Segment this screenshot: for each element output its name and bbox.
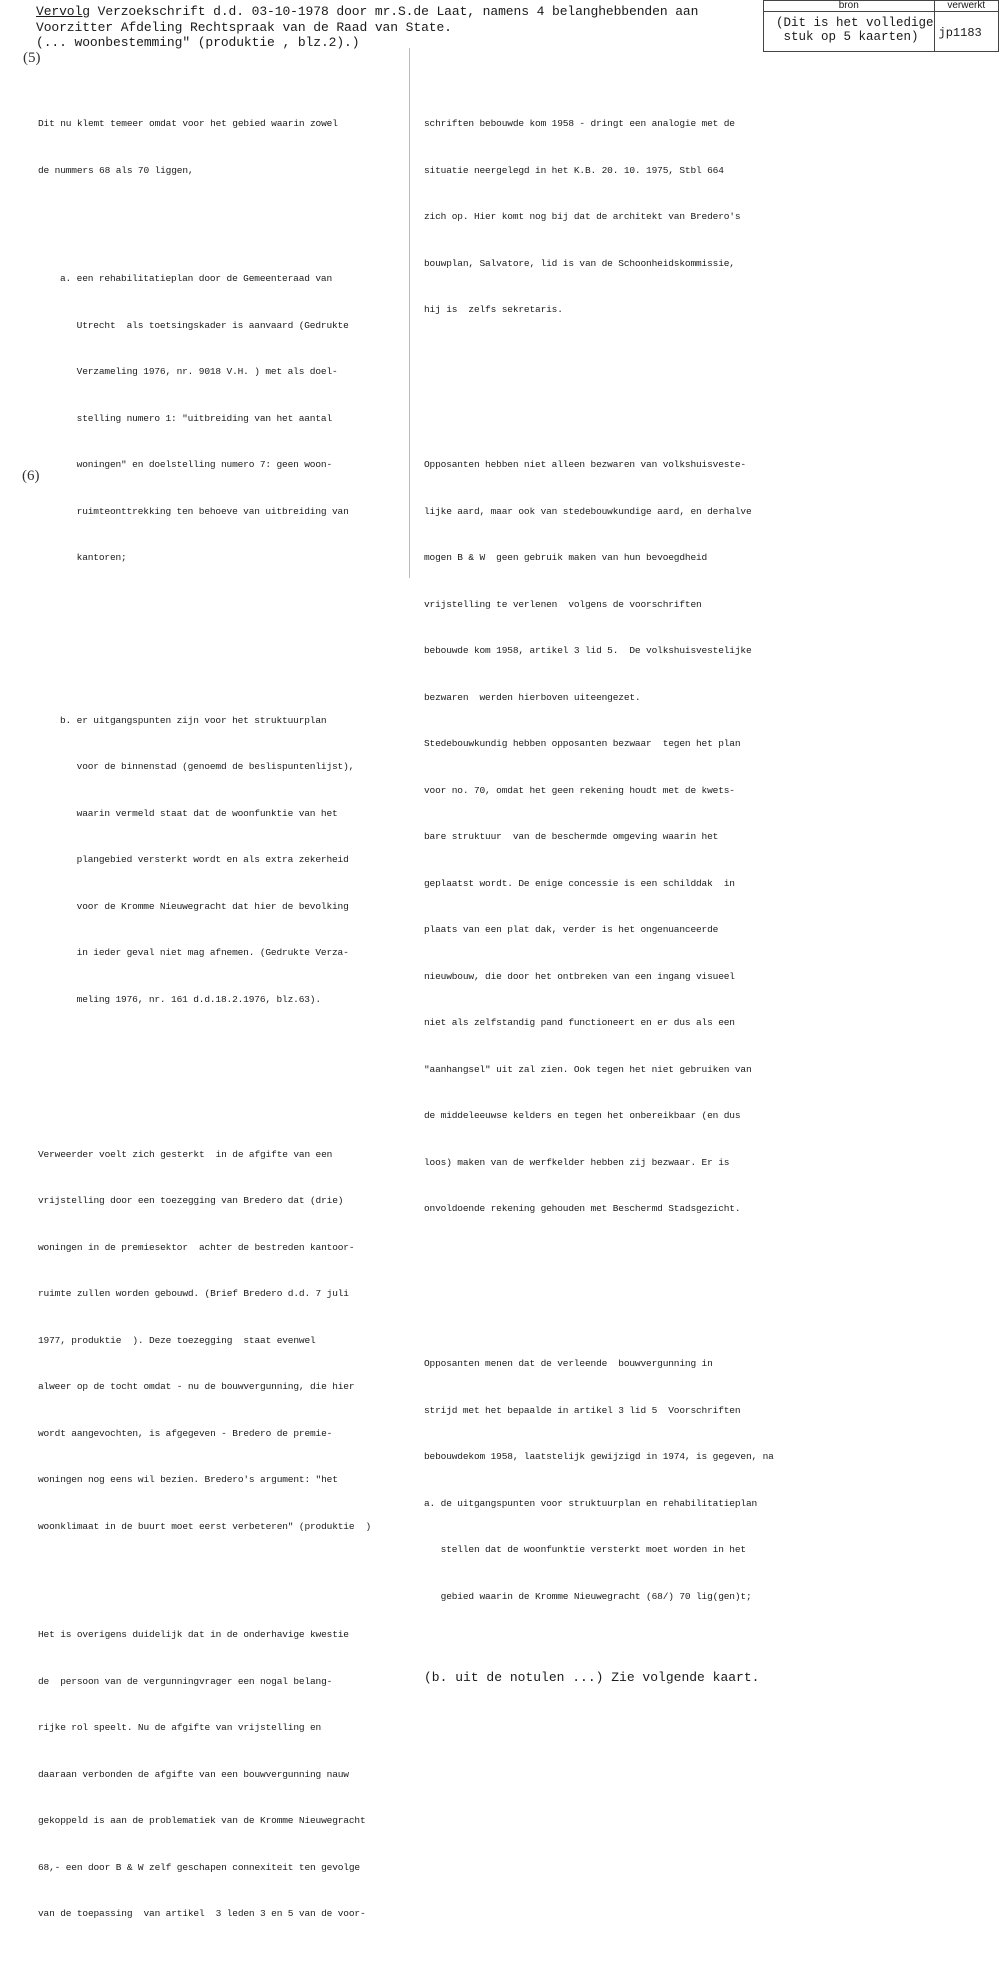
paragraph-intro	[38, 85, 371, 209]
text-line: Opposanten hebben niet alleen bezwaren van volkshuisveste-	[424, 459, 746, 470]
text-line: rijke rol speelt. Nu de afgifte van vrijstelling en	[38, 1722, 322, 1733]
text-line: alweer op de tocht omdat - nu de bouwvergunning, die hier	[38, 1381, 355, 1392]
text-line: "aanhangsel" uit zal zien. Ook tegen het niet gebruiken van	[424, 1063, 752, 1075]
text-line: wordt aangevochten, is afgegeven - Bredero de premie-	[38, 1427, 333, 1439]
paragraph-persoon	[38, 1596, 371, 1953]
list-item-a	[38, 240, 371, 597]
header-line-1: Verzoekschrift d.d. 03-10-1978 door mr.S.de Laat, namens 4 belanghebbenden aan	[89, 4, 699, 19]
text-line: loos) maken van de werfkelder hebben zij bezwaar. Er is	[424, 1156, 730, 1168]
text-line: situatie neergelegd in het K.B. 20. 10. 1975, Stbl 664	[424, 164, 724, 176]
processed-header: verwerkt	[934, 1, 998, 12]
source-header: bron	[764, 1, 935, 12]
text-line: gekoppeld is aan de problematiek van de Kromme Nieuwegracht	[38, 1815, 366, 1826]
text-line: ruimte zullen worden gebouwd. (Brief Bredero d.d. 7 juli	[38, 1288, 349, 1299]
text-line: Het is overigens duidelijk dat in de onderhavige kwestie	[38, 1629, 349, 1640]
handwritten-marker-5: (5)	[23, 50, 41, 66]
text-line: onvoldoende rekening gehouden met Beschermd Stadsgezicht.	[424, 1203, 741, 1214]
source-line-1: (Dit is het volledige	[776, 16, 934, 30]
column-divider	[409, 48, 410, 578]
text-line: in ieder geval niet mag afnemen. (Gedrukte Verza-	[60, 947, 349, 958]
text-line: de persoon van de vergunningvrager een nogal belang-	[38, 1675, 333, 1687]
text-line: Verzameling 1976, nr. 9018 V.H. ) met als doel-	[60, 366, 338, 377]
text-line: vrijstelling te verlenen volgens de voorschriften	[424, 598, 702, 610]
handwritten-marker-6: (6)	[22, 468, 40, 484]
text-line: 1977, produktie ). Deze toezegging staat evenwel	[38, 1334, 316, 1346]
text-line: van de toepassing van artikel 3 leden 3 en 5 van de voor-	[38, 1908, 366, 1919]
text-line: plangebied versterkt wordt en als extra zekerheid	[60, 854, 349, 865]
paragraph-schriften	[424, 85, 774, 349]
source-cell	[764, 12, 934, 44]
text-line: meling 1976, nr. 161 d.d.18.2.1976, blz.63).	[60, 993, 321, 1005]
text-line: kantoren;	[60, 552, 127, 563]
text-line: bare struktuur van de beschermde omgeving waarin het	[424, 831, 719, 842]
source-table	[763, 0, 999, 52]
text-line: ruimteonttrekking ten behoeve van uitbreiding van	[60, 505, 349, 517]
right-column	[424, 54, 774, 1717]
list-item-b	[38, 682, 371, 1039]
text-line: a. een rehabilitatieplan door de Gemeenteraad van	[60, 273, 332, 284]
text-line: plaats van een plat dak, verder is het ongenuanceerde	[424, 924, 719, 935]
text-line: strijd met het bepaalde in artikel 3 lid 5 Voorschriften	[424, 1404, 741, 1416]
paragraph-opposanten-bezwaren	[424, 426, 774, 1248]
text-line: nieuwbouw, die door het ontbreken van een ingang visueel	[424, 970, 735, 982]
text-line: voor de binnenstad (genoemd de beslispuntenlijst),	[60, 761, 355, 772]
text-line: woonklimaat in de buurt moet eerst verbeteren" (produktie )	[38, 1520, 372, 1532]
text-line: de nummers 68 als 70 liggen,	[38, 164, 194, 176]
text-line: woningen" en doelstelling numero 7: geen woon-	[60, 459, 332, 470]
text-line: Stedebouwkundig hebben opposanten bezwaar tegen het plan	[424, 738, 741, 749]
text-line: niet als zelfstandig pand functioneert en er dus als een	[424, 1017, 735, 1028]
header-prefix: Vervolg	[36, 4, 90, 19]
text-line: Utrecht als toetsingskader is aanvaard (Gedrukte	[60, 319, 349, 331]
text-line: woningen in de premiesektor achter de bestreden kantoor-	[38, 1241, 355, 1253]
closing-line: (b. uit de notulen ...) Zie volgende kaart.	[424, 1670, 760, 1685]
text-line: bouwplan, Salvatore, lid is van de Schoonheidskommissie,	[424, 257, 735, 269]
text-line: stelling numero 1: "uitbreiding van het aantal	[60, 412, 332, 424]
text-line: bebouwdekom 1958, laatstelijk gewijzigd in 1974, is gegeven, na	[424, 1451, 774, 1462]
text-line: de middeleeuwse kelders en tegen het onbereikbaar (en dus	[424, 1110, 741, 1121]
text-line: woningen nog eens wil bezien. Bredero's argument: "het	[38, 1474, 338, 1485]
text-line: voor no. 70, omdat het geen rekening houdt met de kwets-	[424, 784, 735, 796]
text-line: 68,- een door B & W zelf geschapen connexiteit ten gevolge	[38, 1861, 360, 1873]
text-line: gebied waarin de Kromme Nieuwegracht (68/) 70 lig(gen)t;	[424, 1590, 752, 1602]
left-column	[38, 54, 371, 1984]
text-line: schriften bebouwde kom 1958 - dringt een analogie met de	[424, 118, 735, 129]
text-line: bezwaren werden hierboven uiteengezet.	[424, 691, 641, 703]
text-line: zich op. Hier komt nog bij dat de architekt van Bredero's	[424, 211, 741, 222]
processed-cell: jp1183	[938, 26, 982, 40]
text-line: hij is zelfs sekretaris.	[424, 304, 563, 315]
text-line: vrijstelling door een toezegging van Bredero dat (drie)	[38, 1195, 344, 1206]
text-line: lijke aard, maar ook van stedebouwkundige aard, en derhalve	[424, 505, 752, 517]
text-line: Verweerder voelt zich gesterkt in de afgifte van een	[38, 1148, 333, 1160]
source-line-2: stuk op 5 kaarten)	[776, 30, 919, 44]
text-line: stellen dat de woonfunktie versterkt moet worden in het	[424, 1544, 746, 1555]
text-line: geplaatst wordt. De enige concessie is een schilddak in	[424, 877, 735, 889]
text-line: mogen B & W geen gebruik maken van hun bevoegdheid	[424, 552, 708, 563]
paragraph-verweerder	[38, 1116, 371, 1566]
text-line: a. de uitgangspunten voor struktuurplan en rehabilitatieplan	[424, 1497, 758, 1509]
text-line: Dit nu klemt temeer omdat voor het gebied waarin zowel	[38, 118, 338, 129]
text-line: bebouwde kom 1958, artikel 3 lid 5. De volkshuisvestelijke	[424, 645, 752, 656]
header-line-2: Voorzitter Afdeling Rechtspraak van de Raad van State.	[36, 19, 452, 35]
text-line: Opposanten menen dat de verleende bouwvergunning in	[424, 1358, 713, 1369]
header-line-3: (... woonbestemming" (produktie , blz.2).)	[36, 35, 360, 50]
text-line: waarin vermeld staat dat de woonfunktie van het	[60, 807, 338, 819]
paragraph-opposanten-menen	[424, 1325, 774, 1635]
text-line: b. er uitgangspunten zijn voor het struktuurplan	[60, 714, 327, 726]
text-line: daaraan verbonden de afgifte van een bouwvergunning nauw	[38, 1768, 349, 1780]
document-header	[36, 4, 698, 51]
text-line: voor de Kromme Nieuwegracht dat hier de bevolking	[60, 900, 349, 912]
